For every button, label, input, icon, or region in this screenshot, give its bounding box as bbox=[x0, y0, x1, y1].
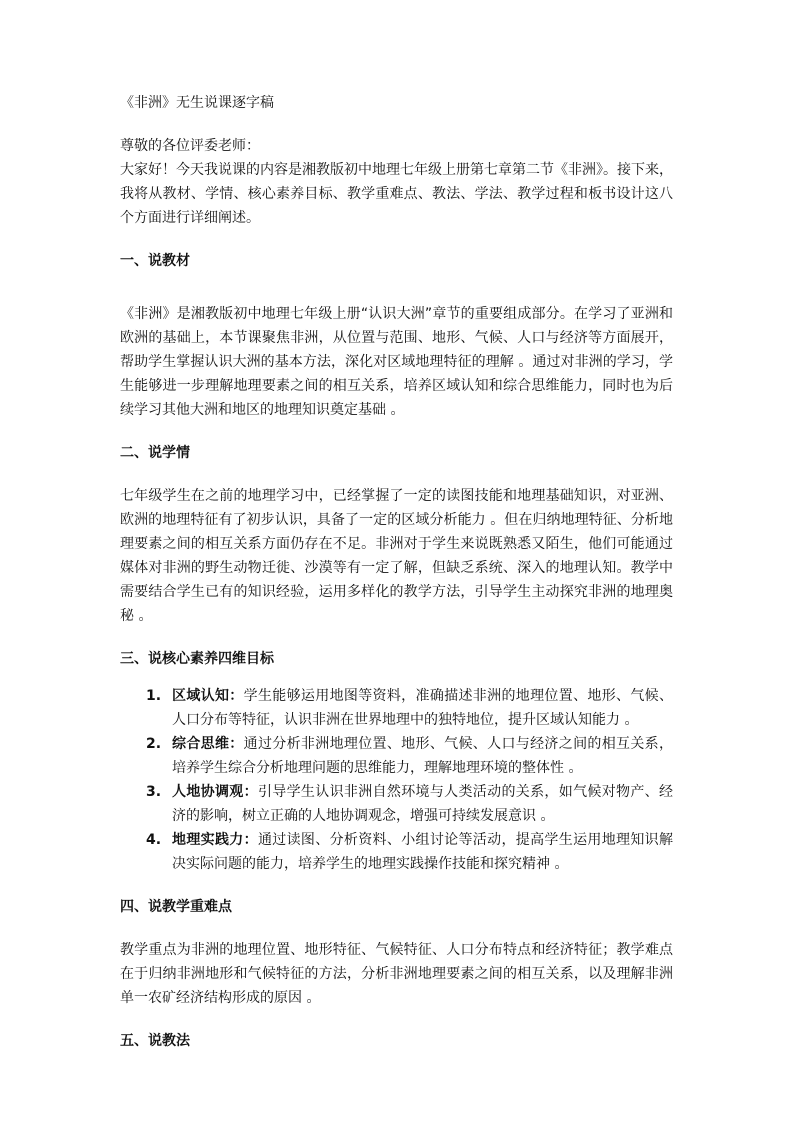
list-item bbox=[120, 732, 673, 780]
list-item bbox=[120, 828, 673, 876]
list-item bbox=[120, 780, 673, 828]
goal-term: 区域认知： bbox=[172, 688, 244, 704]
list-item-number: 2. bbox=[146, 736, 162, 752]
list-item-number: 3. bbox=[146, 784, 162, 800]
goal-term: 地理实践力： bbox=[172, 832, 258, 848]
greeting: 尊敬的各位评委老师： bbox=[120, 138, 260, 154]
list-item bbox=[120, 684, 673, 732]
section-body-textbook: 《非洲》是湘教版初中地理七年级上册“认识大洲”章节的重要组成部分。在学习了亚洲和欧洲的基础上，本节课聚焦非洲，从位置与范围、地形、气候、人口与经济等方面展开，帮助学生掌握认识大洲的基本方法，深化对区域地理特征的理解 。通过对非洲的学习，学生能够进一步理解地理要素之间的相互关系，培养区域认知和综合思维能力，同时也为后续学习其他大洲和地区的地理知识奠定基础 。 bbox=[120, 306, 673, 418]
goals-list bbox=[120, 684, 673, 876]
goal-text: 引导学生认识非洲自然环境与人类活动的关系，如气候对物产、经济的影响，树立正确的人地协调观念，增强可持续发展意识 。 bbox=[172, 784, 674, 824]
document-title: 《非洲》无生说课逐字稿 bbox=[120, 95, 274, 111]
section-body-students: 七年级学生在之前的地理学习中，已经掌握了一定的读图技能和地理基础知识，对亚洲、欧洲的地理特征有了初步认识，具备了一定的区域分析能力 。但在归纳地理特征、分析地理要素之间的相互关系方面仍存在不足。非洲对于学生来说既熟悉又陌生，他们可能通过媒体对非洲的野生动物迁徙、沙漠等有一定了解，但缺乏系统、深入的地理认知。教学中需要结合学生已有的知识经验，运用多样化的教学方法，引导学生主动探究非洲的地理奥秘 。 bbox=[120, 488, 673, 624]
list-item-number: 4. bbox=[146, 832, 162, 848]
goal-term: 人地协调观： bbox=[172, 784, 258, 800]
section-heading-goals: 三、说核心素养四维目标 bbox=[120, 651, 274, 667]
list-item-number: 1. bbox=[146, 688, 162, 704]
section-body-key-points: 教学重点为非洲的地理位置、地形特征、气候特征、人口分布特点和经济特征；教学难点在于归纳非洲地形和气候特征的方法，分析非洲地理要素之间的相互关系，以及理解非洲单一农矿经济结构形成的原因 。 bbox=[120, 942, 673, 1006]
section-heading-textbook: 一、说教材 bbox=[120, 253, 190, 269]
goal-term: 综合思维： bbox=[172, 736, 244, 752]
section-heading-students: 二、说学情 bbox=[120, 445, 190, 461]
section-heading-teaching-methods: 五、说教法 bbox=[120, 1033, 190, 1049]
intro-paragraph: 大家好！今天我说课的内容是湘教版初中地理七年级上册第七章第二节《非洲》。接下来，我将从教材、学情、核心素养目标、教学重难点、教法、学法、教学过程和板书设计这八个方面进行详细阐述。 bbox=[120, 162, 673, 226]
goal-text: 通过分析非洲地理位置、地形、气候、人口与经济之间的相互关系，培养学生综合分析地理问题的思维能力，理解地理环境的整体性 。 bbox=[172, 736, 674, 776]
goal-text: 通过读图、分析资料、小组讨论等活动，提高学生运用地理知识解决实际问题的能力，培养学生的地理实践操作技能和探究精神 。 bbox=[172, 832, 674, 872]
goal-text: 学生能够运用地图等资料，准确描述非洲的地理位置、地形、气候、人口分布等特征，认识非洲在世界地理中的独特地位，提升区域认知能力 。 bbox=[172, 688, 674, 728]
document-content bbox=[120, 92, 673, 1052]
section-heading-key-points: 四、说教学重难点 bbox=[120, 899, 232, 915]
